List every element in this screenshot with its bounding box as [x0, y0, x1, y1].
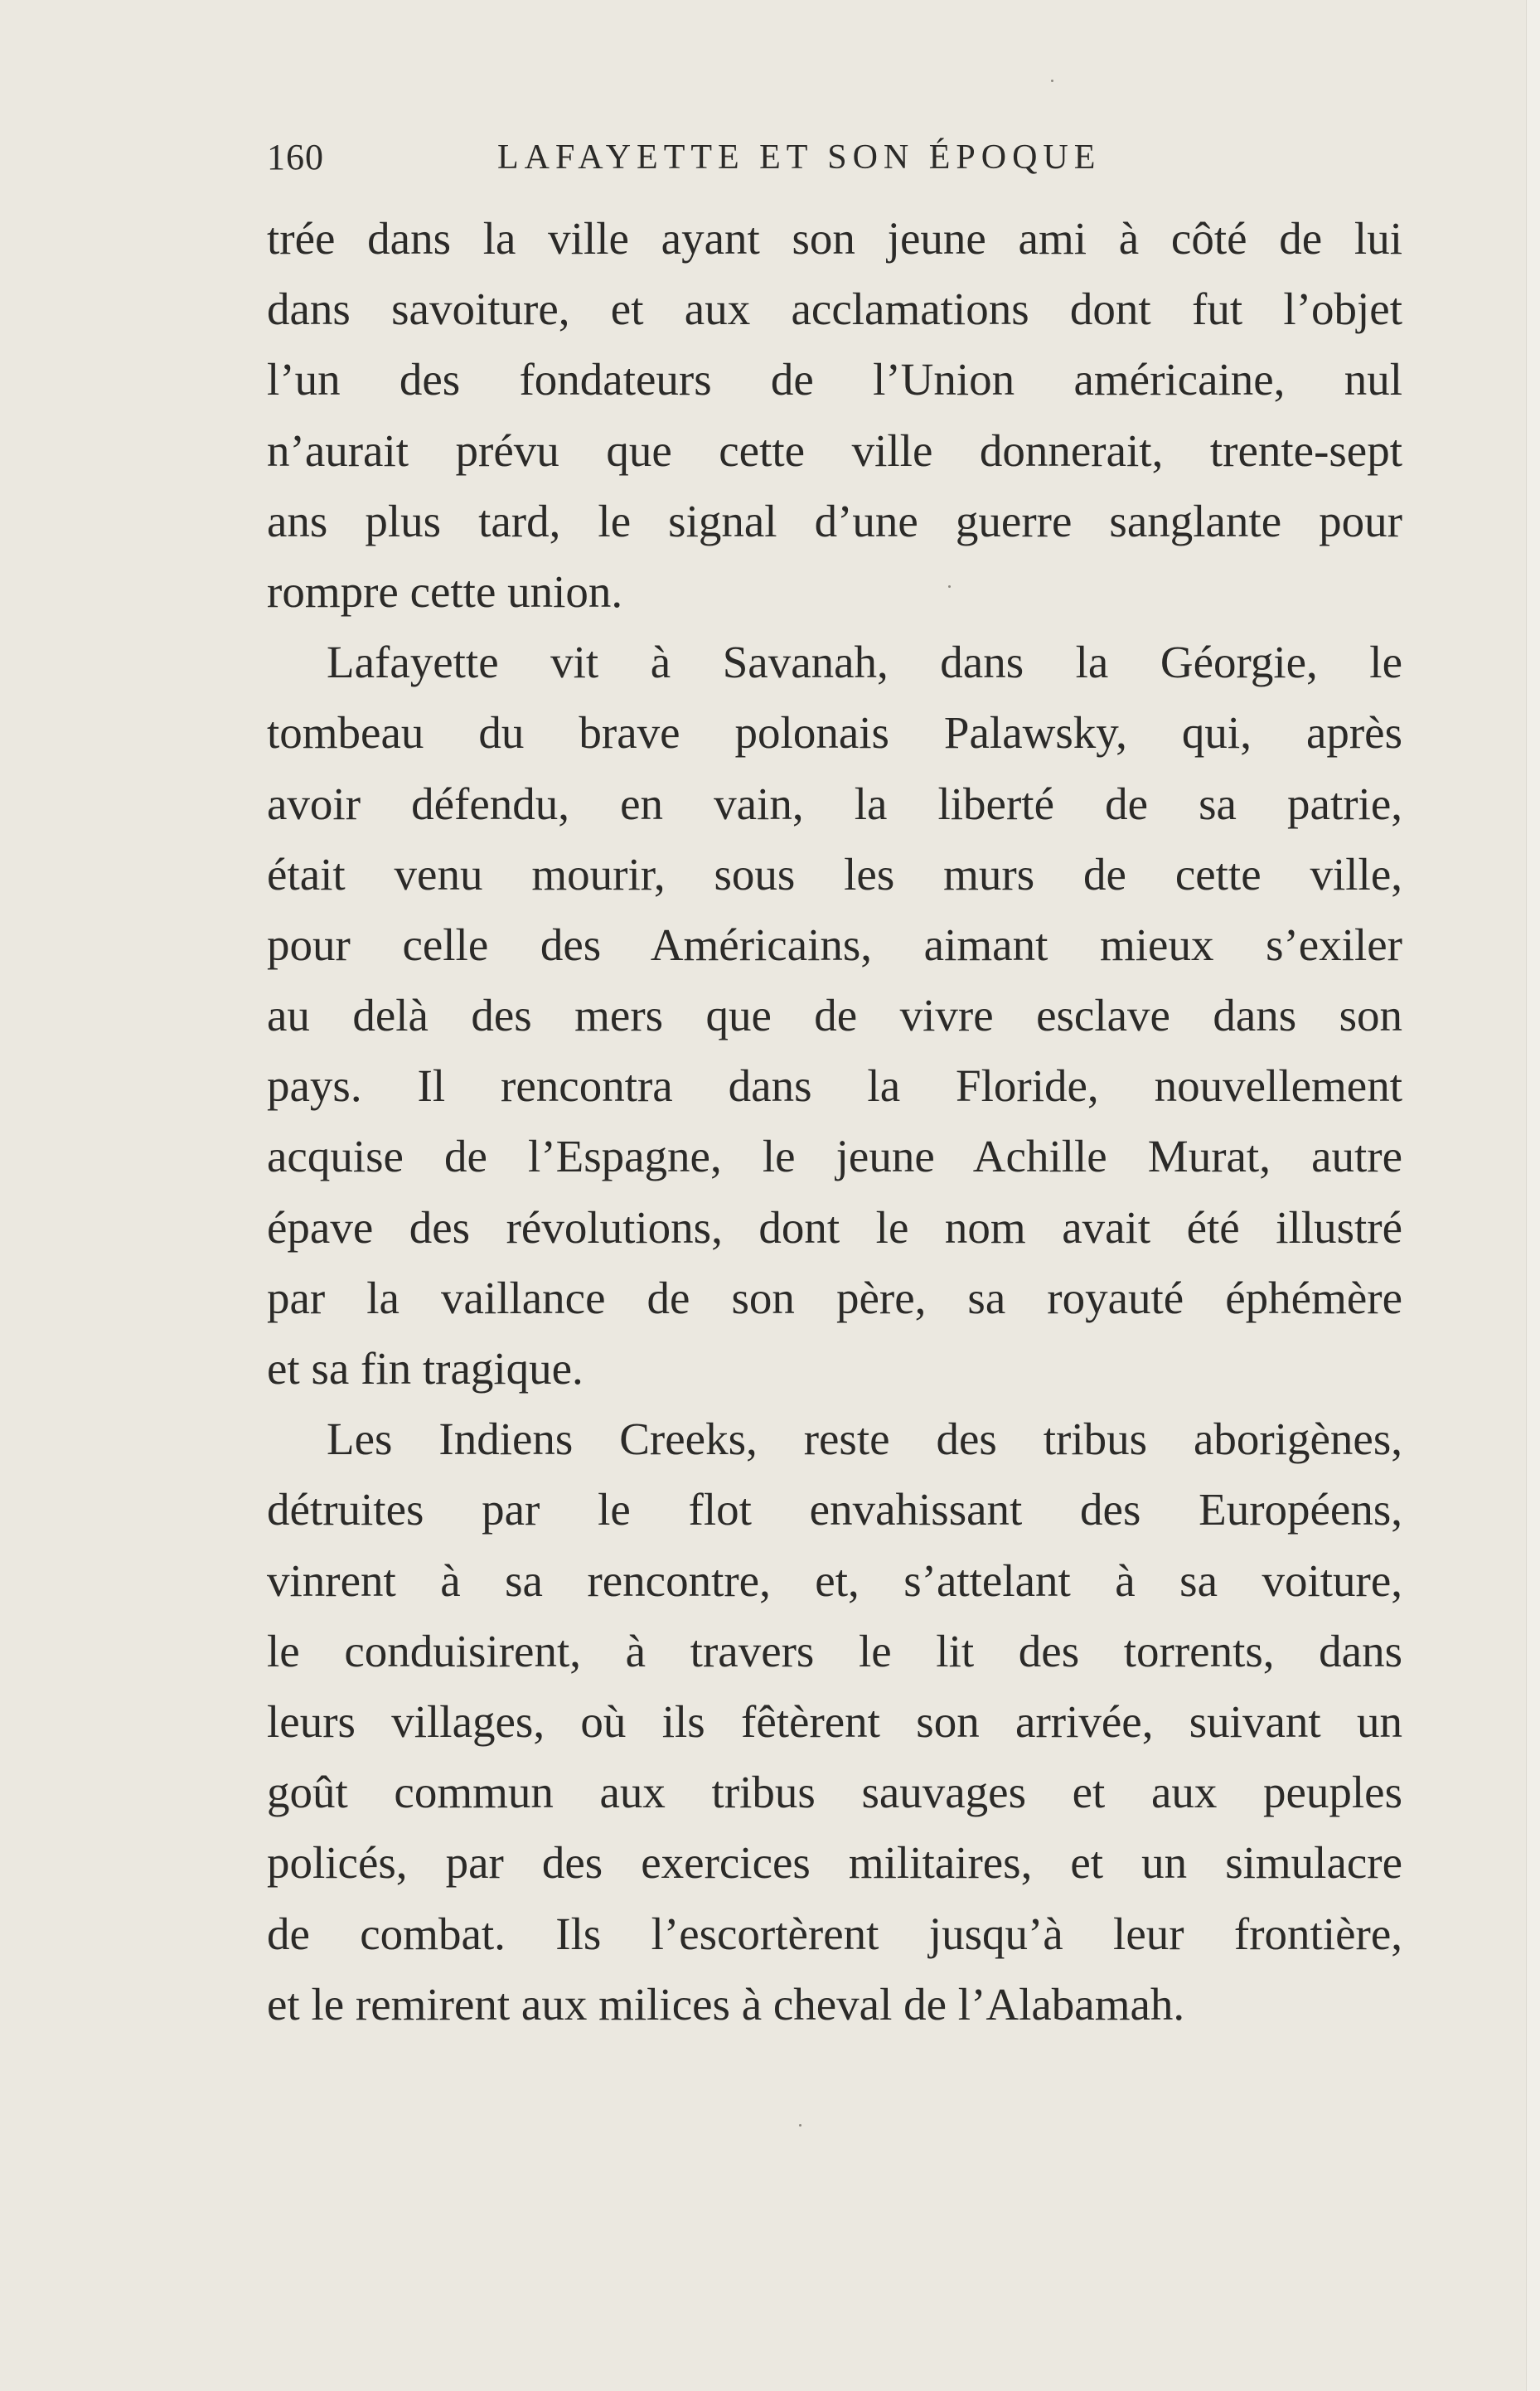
text-line: leurs villages, où ils fêtèrent son arrivée, suivant un	[267, 1695, 1402, 1747]
text-line: vinrent à sa rencontre, et, s’attelant à sa voiture,	[267, 1554, 1402, 1606]
text-line: tombeau du brave polonais Palawsky, qui, après	[267, 707, 1402, 759]
text-line: était venu mourir, sous les murs de cette ville,	[267, 848, 1402, 900]
text-line: pour celle des Américains, aimant mieux s’exiler	[267, 919, 1402, 970]
text-line: acquise de l’Espagne, le jeune Achille Murat, autre	[267, 1131, 1402, 1182]
page-number: 160	[267, 137, 324, 177]
text-line: épave des révolutions, dont le nom avait été illustré	[267, 1201, 1402, 1253]
text-line: Lafayette vit à Savanah, dans la Géorgie, le	[327, 637, 1402, 688]
text-line: policés, par des exercices militaires, et un simulacre	[267, 1837, 1402, 1889]
text-line: n’aurait prévu que cette ville donnerait, trente-sept	[267, 424, 1402, 476]
page-edge	[1526, 0, 1540, 2391]
text-line: Les Indiens Creeks, reste des tribus aborigènes,	[327, 1414, 1402, 1465]
text-line: le conduisirent, à travers le lit des torrents, dans	[267, 1625, 1402, 1676]
text-line: de combat. Ils l’escortèrent jusqu’à leur frontière,	[267, 1908, 1402, 1959]
text-line: goût commun aux tribus sauvages et aux peuples	[267, 1767, 1402, 1818]
body-text	[267, 203, 1402, 2039]
text-line: trée dans la ville ayant son jeune ami à côté de lui	[267, 213, 1402, 264]
text-line: dans savoiture, et aux acclamations dont fut l’objet	[267, 284, 1402, 335]
text-line: au delà des mers que de vivre esclave dans son	[267, 990, 1402, 1041]
text-line: rompre cette union.	[267, 565, 623, 617]
text-line: par la vaillance de son père, sa royauté éphémère	[267, 1272, 1402, 1323]
text-line: pays. Il rencontra dans la Floride, nouvellement	[267, 1060, 1402, 1112]
text-line: détruites par le flot envahissant des Européens,	[267, 1484, 1402, 1535]
paragraph-3	[267, 1404, 1402, 2039]
text-line: ans plus tard, le signal d’une guerre sanglante pour	[267, 495, 1402, 546]
text-line: avoir défendu, en vain, la liberté de sa patrie,	[267, 778, 1402, 829]
paragraph-1	[267, 203, 1402, 627]
paper-speck	[799, 2124, 801, 2127]
text-line: et sa fin tragique.	[267, 1343, 584, 1394]
running-header	[267, 133, 1402, 182]
paragraph-2	[267, 627, 1402, 1404]
running-title: LAFAYETTE ET SON ÉPOQUE	[497, 138, 1102, 177]
text-line: et le remirent aux milices à cheval de l’Alabamah.	[267, 1978, 1185, 2030]
paper-speck	[948, 585, 951, 588]
text-line: l’un des fondateurs de l’Union américaine, nul	[267, 354, 1402, 405]
paper-speck	[1051, 80, 1053, 82]
